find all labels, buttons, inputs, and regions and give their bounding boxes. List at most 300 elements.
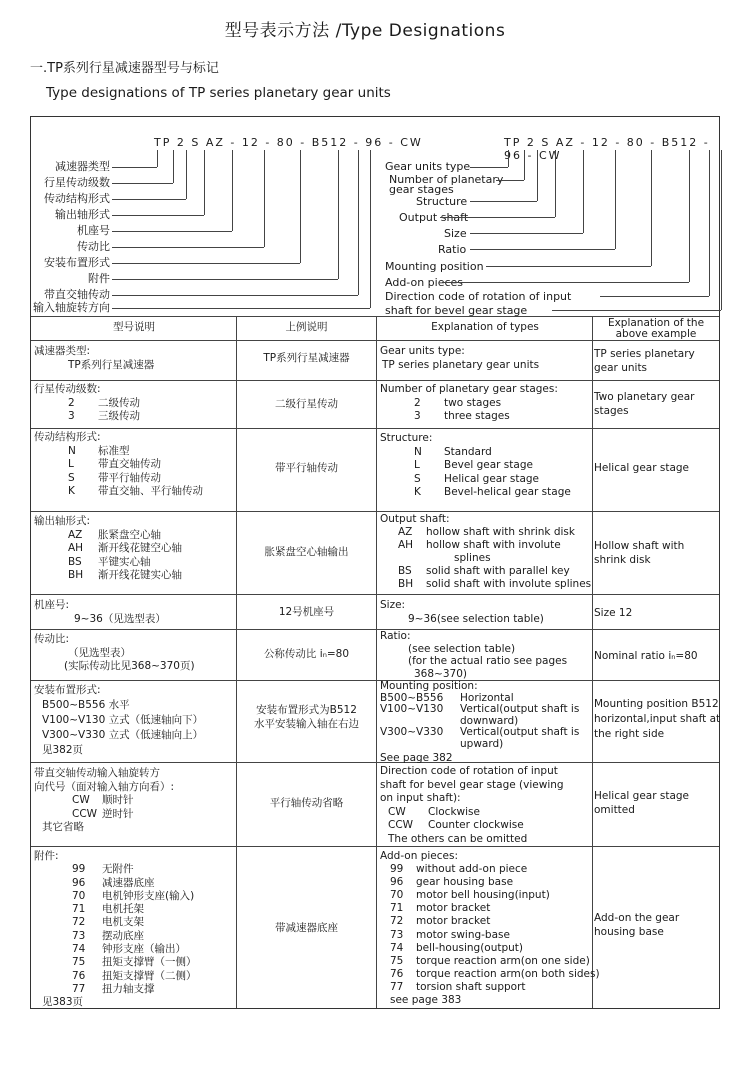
row-ratio-example-en-line: Nominal ratio iₙ=80 [594, 650, 698, 662]
row-stages-example-cn [238, 398, 375, 412]
row-output-en-line [380, 578, 591, 591]
row-direction-cn-line [34, 794, 174, 808]
item-text: splines [454, 552, 491, 564]
item-code: 77 [72, 982, 86, 995]
bracket-tick [470, 167, 508, 168]
item-code: BH [398, 578, 414, 590]
column-rule [376, 316, 377, 1008]
row-ratio-en [380, 630, 567, 680]
item-text: Standard [444, 445, 492, 458]
item-code: BS [398, 565, 412, 577]
row-rule [31, 680, 719, 681]
row-size-cn [34, 599, 166, 626]
bracket-line [358, 150, 359, 295]
row-ratio-cn-line: （见选型表） [68, 646, 131, 659]
item-text: 顺时针 [102, 794, 134, 807]
bracket-tick [112, 247, 264, 248]
item-text: downward) [460, 714, 519, 727]
item-text: torque reaction arm(on one side) [416, 954, 590, 967]
item-code: 73 [72, 929, 86, 942]
row-ratio-cn-line: 传动比: [34, 633, 70, 645]
row-addon-cn-line: 见383页 [42, 996, 84, 1009]
row-ratio-example-cn [238, 648, 375, 662]
item-text: 渐开线花键空心轴 [98, 542, 182, 555]
row-addon-cn-line [34, 903, 197, 916]
item-text: 带直交轴传动 [98, 458, 161, 471]
row-mounting-cn [34, 683, 203, 758]
bracket-tick [496, 180, 524, 181]
designation-label-en: Size [444, 227, 467, 240]
bracket-line [186, 150, 187, 199]
item-code: N [68, 444, 76, 457]
bracket-line [524, 150, 525, 180]
item-text: Vertical(output shaft is [460, 726, 580, 739]
row-addon-cn-line: 附件: [34, 850, 59, 862]
row-output-en-line [380, 526, 591, 539]
row-addon-cn-line [34, 877, 197, 890]
designation-label-en: Output shaft [399, 211, 469, 224]
header-type-en: Explanation of types [431, 321, 539, 333]
item-text: 扭矩支撑臂（一侧） [102, 956, 197, 969]
designation-label-en: Direction code of rotation of input [385, 290, 572, 303]
bracket-line [615, 150, 616, 249]
item-code: 99 [390, 863, 404, 876]
bracket-tick [470, 249, 615, 250]
item-text: hollow shaft with involute [426, 539, 561, 551]
item-text: gear housing base [416, 876, 514, 889]
item-code: AH [68, 542, 84, 555]
row-stages-example-en [594, 391, 718, 418]
designation-label-cn: 减速器类型 [55, 160, 110, 173]
row-addon-en-line [380, 981, 600, 994]
item-code: 70 [390, 889, 404, 902]
header-type-cn: 型号说明 [113, 321, 155, 333]
item-text: 无附件 [102, 863, 134, 876]
item-code: V100~V130 [380, 703, 444, 716]
row-structure-en-line: Structure: [380, 432, 433, 444]
item-text: hollow shaft with shrink disk [426, 526, 575, 538]
item-code: 3 [68, 410, 75, 423]
item-code: AZ [68, 528, 83, 541]
item-code: L [414, 459, 420, 472]
item-code: CCW [72, 807, 98, 820]
row-structure-en-line [380, 473, 571, 487]
row-type-en-line: Gear units type: [380, 345, 465, 357]
designation-label-cn: 输入轴旋转方向 [33, 301, 110, 314]
row-addon-cn-line [34, 863, 197, 876]
row-size-example-en [594, 607, 718, 621]
section-heading-cn: 一.TP系列行星减速器型号与标记 [30, 61, 219, 76]
row-output-en-line [380, 565, 591, 578]
bracket-line [689, 150, 690, 282]
row-mounting-en-see: See page 382 [380, 751, 453, 764]
row-output-cn-line: 输出轴形式: [34, 515, 91, 527]
row-size-en [380, 599, 544, 626]
row-structure-example-cn [238, 462, 375, 476]
row-rule [31, 846, 719, 847]
bracket-tick [112, 167, 157, 168]
row-type-example-en-line: TP series planetary [594, 348, 695, 360]
item-text: 电机托架 [102, 903, 144, 916]
row-structure-cn-line [34, 445, 203, 459]
header-example-cn: 上例说明 [285, 321, 328, 333]
row-direction-en-line: on input shaft): [380, 792, 461, 805]
row-mounting-en [380, 681, 579, 764]
bracket-line [583, 150, 584, 233]
bracket-tick [112, 295, 358, 296]
row-addon-cn-line [34, 943, 197, 956]
item-text: 渐开线花键实心轴 [98, 569, 182, 582]
item-code: S [414, 472, 421, 485]
bracket-line [264, 150, 265, 247]
item-text: three stages [444, 410, 510, 423]
item-text: 扭矩支撑臂（二侧） [102, 969, 197, 982]
item-code: BH [68, 569, 84, 582]
row-size-example-cn [238, 606, 375, 620]
section-heading-en: Type designations of TP series planetary gear units [46, 85, 391, 101]
row-mounting-en-line [380, 739, 579, 751]
designation-label-cn: 机座号 [77, 224, 110, 237]
row-direction-cn-line: 其它省略 [42, 821, 84, 834]
item-code: 2 [414, 396, 421, 409]
row-addon-cn-line [34, 983, 197, 996]
item-text: Clockwise [428, 805, 480, 818]
item-code: 71 [72, 903, 86, 916]
row-stages-en-line [380, 410, 558, 424]
row-addon-en-line [380, 902, 600, 915]
item-code: L [68, 458, 74, 471]
item-text: 胀紧盘空心轴 [98, 528, 161, 541]
row-addon-example-cn-line: 带减速器底座 [275, 922, 338, 934]
row-direction-example-cn [238, 797, 375, 811]
item-text: solid shaft with parallel key [426, 565, 570, 577]
item-text: motor bell housing(input) [416, 889, 550, 902]
row-type-example-en-line: gear units [594, 361, 648, 374]
row-addon-cn-line [34, 970, 197, 983]
row-output-en-line [380, 552, 591, 565]
designation-label-cn: 安装布置形式 [44, 256, 110, 269]
row-ratio-en-line: (see selection table) [408, 642, 516, 655]
row-stages-cn [34, 383, 140, 424]
row-structure-cn-line: 传动结构形式: [34, 431, 101, 443]
item-code: 74 [390, 941, 404, 954]
row-mounting-example-en-line: the right side [594, 728, 665, 740]
row-structure-cn-line [34, 485, 203, 499]
row-type-cn-line: 减速器类型: [34, 345, 91, 357]
bracket-tick [486, 266, 651, 267]
bracket-tick [552, 310, 721, 311]
row-stages-cn-line: 行星传动级数: [34, 383, 101, 395]
row-rule [31, 428, 719, 429]
designation-label-cn: 传动比 [77, 240, 110, 253]
code-example-right: TP 2 S AZ - 12 - 80 - B512 - 96 - CW [504, 136, 710, 162]
bracket-tick [470, 233, 583, 234]
designation-label-en: Structure [416, 195, 468, 208]
row-size-cn-line: 9~36（见选型表） [74, 612, 166, 625]
item-code: 75 [390, 954, 404, 967]
row-addon-example-cn [238, 922, 375, 936]
item-text: two stages [444, 396, 502, 409]
designation-label-en: Ratio [438, 243, 467, 256]
table-header-rule [31, 340, 719, 341]
designation-label-cn: 附件 [88, 272, 110, 285]
designation-label-en: Mounting position [385, 260, 484, 273]
item-text: 标准型 [98, 444, 130, 457]
row-direction-en [380, 765, 564, 847]
bracket-line [721, 150, 722, 310]
row-structure-en-line [380, 459, 571, 473]
item-code: 96 [72, 876, 86, 889]
bracket-line [338, 150, 339, 279]
row-output-cn-line [34, 529, 182, 543]
row-mounting-cn-line: B500~B556 水平 [42, 699, 130, 711]
bracket-line [173, 150, 174, 183]
code-example-left: TP 2 S AZ - 12 - 80 - B512 - 96 - CW [154, 136, 423, 149]
bracket-tick [112, 215, 204, 216]
item-text: 摆动底座 [102, 929, 144, 942]
item-code: AZ [398, 526, 413, 538]
item-text: Bevel-helical gear stage [444, 486, 571, 499]
designation-label-en: shaft for bevel gear stage [385, 304, 528, 317]
item-text: Vertical(output shaft is [460, 703, 580, 716]
designation-label-cn: 带直交轴传动 [44, 288, 110, 301]
row-ratio-example-en [594, 650, 718, 664]
designation-label-cn: 行星传动级数 [44, 176, 110, 189]
row-mounting-example-en [594, 697, 721, 742]
row-structure-example-en [594, 462, 718, 476]
item-text: 减速器底座 [102, 876, 155, 889]
row-structure-en [380, 432, 571, 500]
row-direction-example-cn-line: 平行轴传动省略 [269, 797, 344, 809]
row-mounting-cn-line: V300~V330 立式（低速轴向上） [42, 729, 204, 741]
designation-label-cn: 传动结构形式 [44, 192, 110, 205]
bracket-tick [112, 263, 300, 264]
row-stages-en [380, 383, 558, 424]
row-addon-example-en [594, 912, 718, 939]
item-text: Horizontal [460, 691, 514, 704]
item-code: K [68, 485, 75, 498]
row-structure-cn-line [34, 472, 203, 486]
row-type-en-line: TP series planetary gear units [382, 358, 540, 371]
row-stages-en-line: Number of planetary gear stages: [380, 383, 558, 395]
row-type-cn [34, 345, 154, 372]
row-rule [31, 511, 719, 512]
row-mounting-example-cn-line: 水平安装输入轴在右边 [254, 717, 359, 730]
designation-label-en: Add-on pieces [385, 276, 464, 289]
row-mounting-example-en-line: Mounting position B512 [594, 698, 719, 710]
row-addon-en-line [380, 968, 600, 981]
bracket-line [300, 150, 301, 263]
row-direction-en-line: Direction code of rotation of input [380, 765, 558, 777]
bracket-tick [112, 279, 338, 280]
row-ratio-en-line: Ratio: [380, 630, 411, 642]
item-code: 72 [390, 915, 404, 928]
row-addon-example-en-line: Add-on the gear [594, 912, 680, 924]
bracket-tick [440, 217, 555, 218]
row-output-example-en-line: Hollow shaft with [594, 540, 685, 552]
item-text: 电机支架 [102, 916, 144, 929]
item-code: 72 [72, 916, 86, 929]
item-text: 带直交轴、平行轴传动 [98, 485, 203, 498]
row-addon-en-line [380, 942, 600, 955]
row-mounting-example-en-line: horizontal,input shaft at [594, 713, 721, 725]
header-example-en [594, 318, 718, 340]
row-direction-cn-line [34, 808, 174, 822]
row-output-example-cn [238, 546, 375, 560]
row-direction-cn-line: 向代号（面对输入轴方向看）: [34, 780, 175, 793]
item-code: B500~B556 [380, 691, 444, 704]
item-text: Counter clockwise [428, 819, 524, 832]
item-text: motor bracket [416, 902, 491, 915]
item-text: bell-housing(output) [416, 941, 524, 954]
item-code: AH [398, 539, 414, 551]
row-structure-example-en-line: Helical gear stage [594, 462, 690, 474]
row-addon-cn-line [34, 930, 197, 943]
row-output-cn-line [34, 556, 182, 570]
bracket-line [232, 150, 233, 231]
item-code: N [414, 445, 422, 458]
row-structure-cn-line [34, 458, 203, 472]
row-mounting-cn-line: V100~V130 立式（低速轴向下） [42, 714, 204, 726]
row-addon-cn [34, 850, 197, 1010]
item-text: 平键实心轴 [98, 555, 151, 568]
item-code: BS [68, 555, 82, 568]
row-type-cn-line: TP系列行星减速器 [68, 358, 155, 371]
row-ratio-en-line: 368~370) [414, 667, 467, 680]
row-addon-en-line: see page 383 [390, 994, 462, 1007]
item-text: without add-on piece [416, 863, 528, 876]
row-addon-example-en-line: housing base [594, 925, 664, 938]
column-rule [236, 316, 237, 1008]
row-output-example-en-line: shrink disk [594, 553, 651, 566]
item-text: 钟形支座（输出） [102, 943, 186, 956]
item-code: 3 [414, 410, 421, 423]
designation-label-en: Gear units type [385, 160, 471, 173]
row-structure-en-line [380, 486, 571, 500]
row-type-example-cn [238, 352, 375, 366]
item-code: 75 [72, 956, 86, 969]
item-text: 带平行轴传动 [98, 471, 161, 484]
item-text: Helical gear stage [444, 472, 540, 485]
row-size-en-line: 9~36(see selection table) [408, 612, 544, 625]
bracket-tick [600, 296, 709, 297]
row-stages-example-en-line: Two planetary gear [594, 391, 695, 403]
row-output-example-cn-line: 胀紧盘空心轴输出 [264, 546, 349, 558]
row-addon-en-line [380, 955, 600, 968]
item-code: 2 [68, 396, 75, 409]
item-code: 76 [72, 969, 86, 982]
row-direction-example-en-line: Helical gear stage [594, 790, 690, 802]
item-code: S [68, 471, 75, 484]
designation-label-en: Number of planetary [389, 173, 504, 186]
bracket-line [537, 150, 538, 201]
bracket-tick [112, 231, 232, 232]
item-code: 70 [72, 889, 86, 902]
row-direction-en-line [380, 819, 564, 833]
bracket-line [157, 150, 158, 167]
row-direction-en-line: The others can be omitted [388, 832, 528, 845]
row-stages-cn-line [34, 410, 140, 424]
page-title: 型号表示方法 /Type Designations [224, 21, 506, 41]
row-direction-cn-line: 带直交轴传动输入轴旋转方 [34, 767, 160, 779]
row-ratio-cn-line: (实际传动比见368~370页) [64, 660, 195, 673]
row-stages-cn-line [34, 397, 140, 411]
header-example-en-line: Explanation of the [607, 317, 705, 329]
item-code: V300~V330 [380, 726, 444, 739]
item-text: Bevel gear stage [444, 459, 533, 472]
bracket-line [709, 150, 710, 296]
row-mounting-example-cn-line: 安装布置形式为B512 [256, 704, 357, 716]
row-size-cn-line: 机座号: [34, 599, 70, 611]
row-structure-cn [34, 431, 203, 499]
item-code: 76 [390, 967, 404, 980]
item-code: 99 [72, 863, 86, 876]
row-mounting-example-cn [238, 704, 375, 731]
item-code: CCW [388, 819, 414, 832]
row-output-cn [34, 515, 182, 583]
row-addon-en-line: Add-on pieces: [380, 850, 459, 862]
row-output-en [380, 513, 591, 591]
row-stages-example-en-line: stages [594, 404, 629, 417]
row-stages-example-cn-line: 二级行星传动 [275, 398, 338, 410]
row-rule [31, 380, 719, 381]
row-stages-en-line [380, 397, 558, 411]
bracket-tick [470, 201, 537, 202]
item-text: 逆时针 [102, 807, 134, 820]
row-rule [31, 594, 719, 595]
item-text: 电机钟形支座(输入) [102, 889, 195, 902]
row-output-en-line [380, 539, 591, 552]
bracket-tick [112, 183, 173, 184]
item-code: 77 [390, 980, 404, 993]
item-code: 96 [390, 876, 404, 889]
designation-label-cn: 输出轴形式 [55, 208, 110, 221]
item-text: torsion shaft support [416, 980, 526, 993]
row-direction-example-en [594, 790, 718, 817]
header-example-en-line: above example [615, 328, 697, 340]
row-addon-en [380, 850, 600, 1007]
row-output-cn-line [34, 569, 182, 583]
row-addon-cn-line [34, 890, 197, 903]
item-text: 扭力轴支撑 [102, 982, 155, 995]
item-code: 73 [390, 928, 404, 941]
row-addon-cn-line [34, 916, 197, 929]
row-ratio-en-line: (for the actual ratio see pages [408, 655, 568, 667]
row-addon-en-line [380, 915, 600, 928]
item-text: torque reaction arm(on both sides) [416, 967, 600, 980]
row-structure-en-line [380, 446, 571, 460]
row-addon-en-line [380, 889, 600, 902]
row-addon-en-line [380, 863, 600, 876]
row-mounting-cn-line: 安装布置形式: [34, 684, 101, 696]
row-structure-example-cn-line: 带平行轴传动 [275, 462, 338, 474]
row-mounting-cn-line: 见382页 [42, 744, 84, 756]
item-code: CW [72, 794, 90, 807]
item-text: motor bracket [416, 915, 491, 928]
bracket-line [555, 150, 556, 217]
item-text: 二级传动 [98, 396, 140, 409]
item-text: upward) [460, 737, 504, 750]
bracket-line [508, 150, 509, 167]
row-output-en-line: Output shaft: [380, 513, 450, 525]
designation-label-en: gear stages [389, 183, 454, 196]
item-code: 71 [390, 902, 404, 915]
row-addon-en-line [380, 929, 600, 942]
row-rule [31, 762, 719, 763]
item-code: CW [388, 805, 406, 818]
row-output-example-en [594, 540, 718, 567]
row-type-example-en [594, 348, 718, 375]
